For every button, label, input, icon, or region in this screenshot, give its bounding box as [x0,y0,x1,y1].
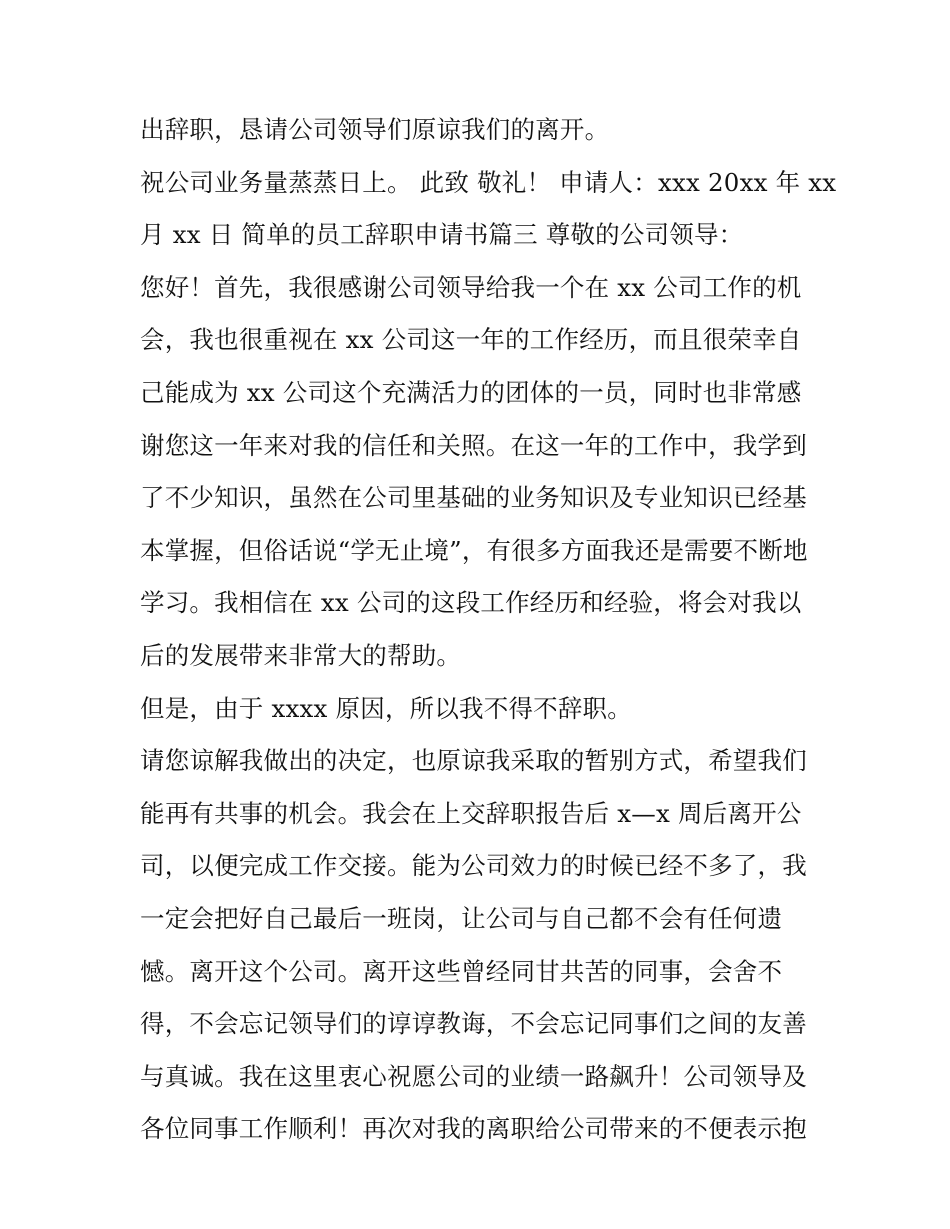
text-line: 您好！首先，我很感谢公司领导给我一个在 xx 公司工作的机 [140,272,802,302]
document-body [140,104,837,1156]
text-line: 司，以便完成工作交接。能为公司效力的时候已经不多了，我 [140,851,807,881]
text-line: 能再有共事的机会。我会在上交辞职报告后 x—x 周后离开公 [140,798,802,828]
text-line: 与真诚。我在这里衷心祝愿公司的业绩一路飙升！公司领导及 [140,1061,807,1091]
text-line: 后的发展带来非常大的帮助。 [140,640,462,670]
text-line: 本掌握，但俗话说“学无止境”，有很多方面我还是需要不断地 [140,535,808,565]
text-line: 谢您这一年来对我的信任和关照。在这一年的工作中，我学到 [140,430,807,460]
text-line: 请您谅解我做出的决定，也原谅我采取的暂别方式，希望我们 [140,746,807,776]
text-line: 但是，由于 xxxx 原因，所以我不得不辞职。 [140,693,632,723]
text-line: 祝公司业务量蒸蒸日上。 此致 敬礼！ 申请人：xxx 20xx 年 xx [140,167,837,197]
text-line: 各位同事工作顺利！再次对我的离职给公司带来的不便表示抱 [140,1114,807,1144]
text-line: 会，我也很重视在 xx 公司这一年的工作经历，而且很荣幸自 [140,325,802,355]
text-line: 月 xx 日 简单的员工辞职申请书篇三 尊敬的公司领导： [140,220,744,250]
text-line: 了不少知识，虽然在公司里基础的业务知识及专业知识已经基 [140,483,807,513]
text-line: 己能成为 xx 公司这个充满活力的团体的一员，同时也非常感 [140,377,802,407]
text-line: 学习。我相信在 xx 公司的这段工作经历和经验，将会对我以 [140,588,802,618]
text-line: 出辞职，恳请公司领导们原谅我们的离开。 [140,115,610,144]
text-line: 得，不会忘记领导们的谆谆教诲，不会忘记同事们之间的友善 [140,1009,807,1039]
text-line: 一定会把好自己最后一班岗，让公司与自己都不会有任何遗 [140,903,783,933]
text-line: 憾。离开这个公司。离开这些曾经同甘共苦的同事，会舍不 [140,956,783,986]
